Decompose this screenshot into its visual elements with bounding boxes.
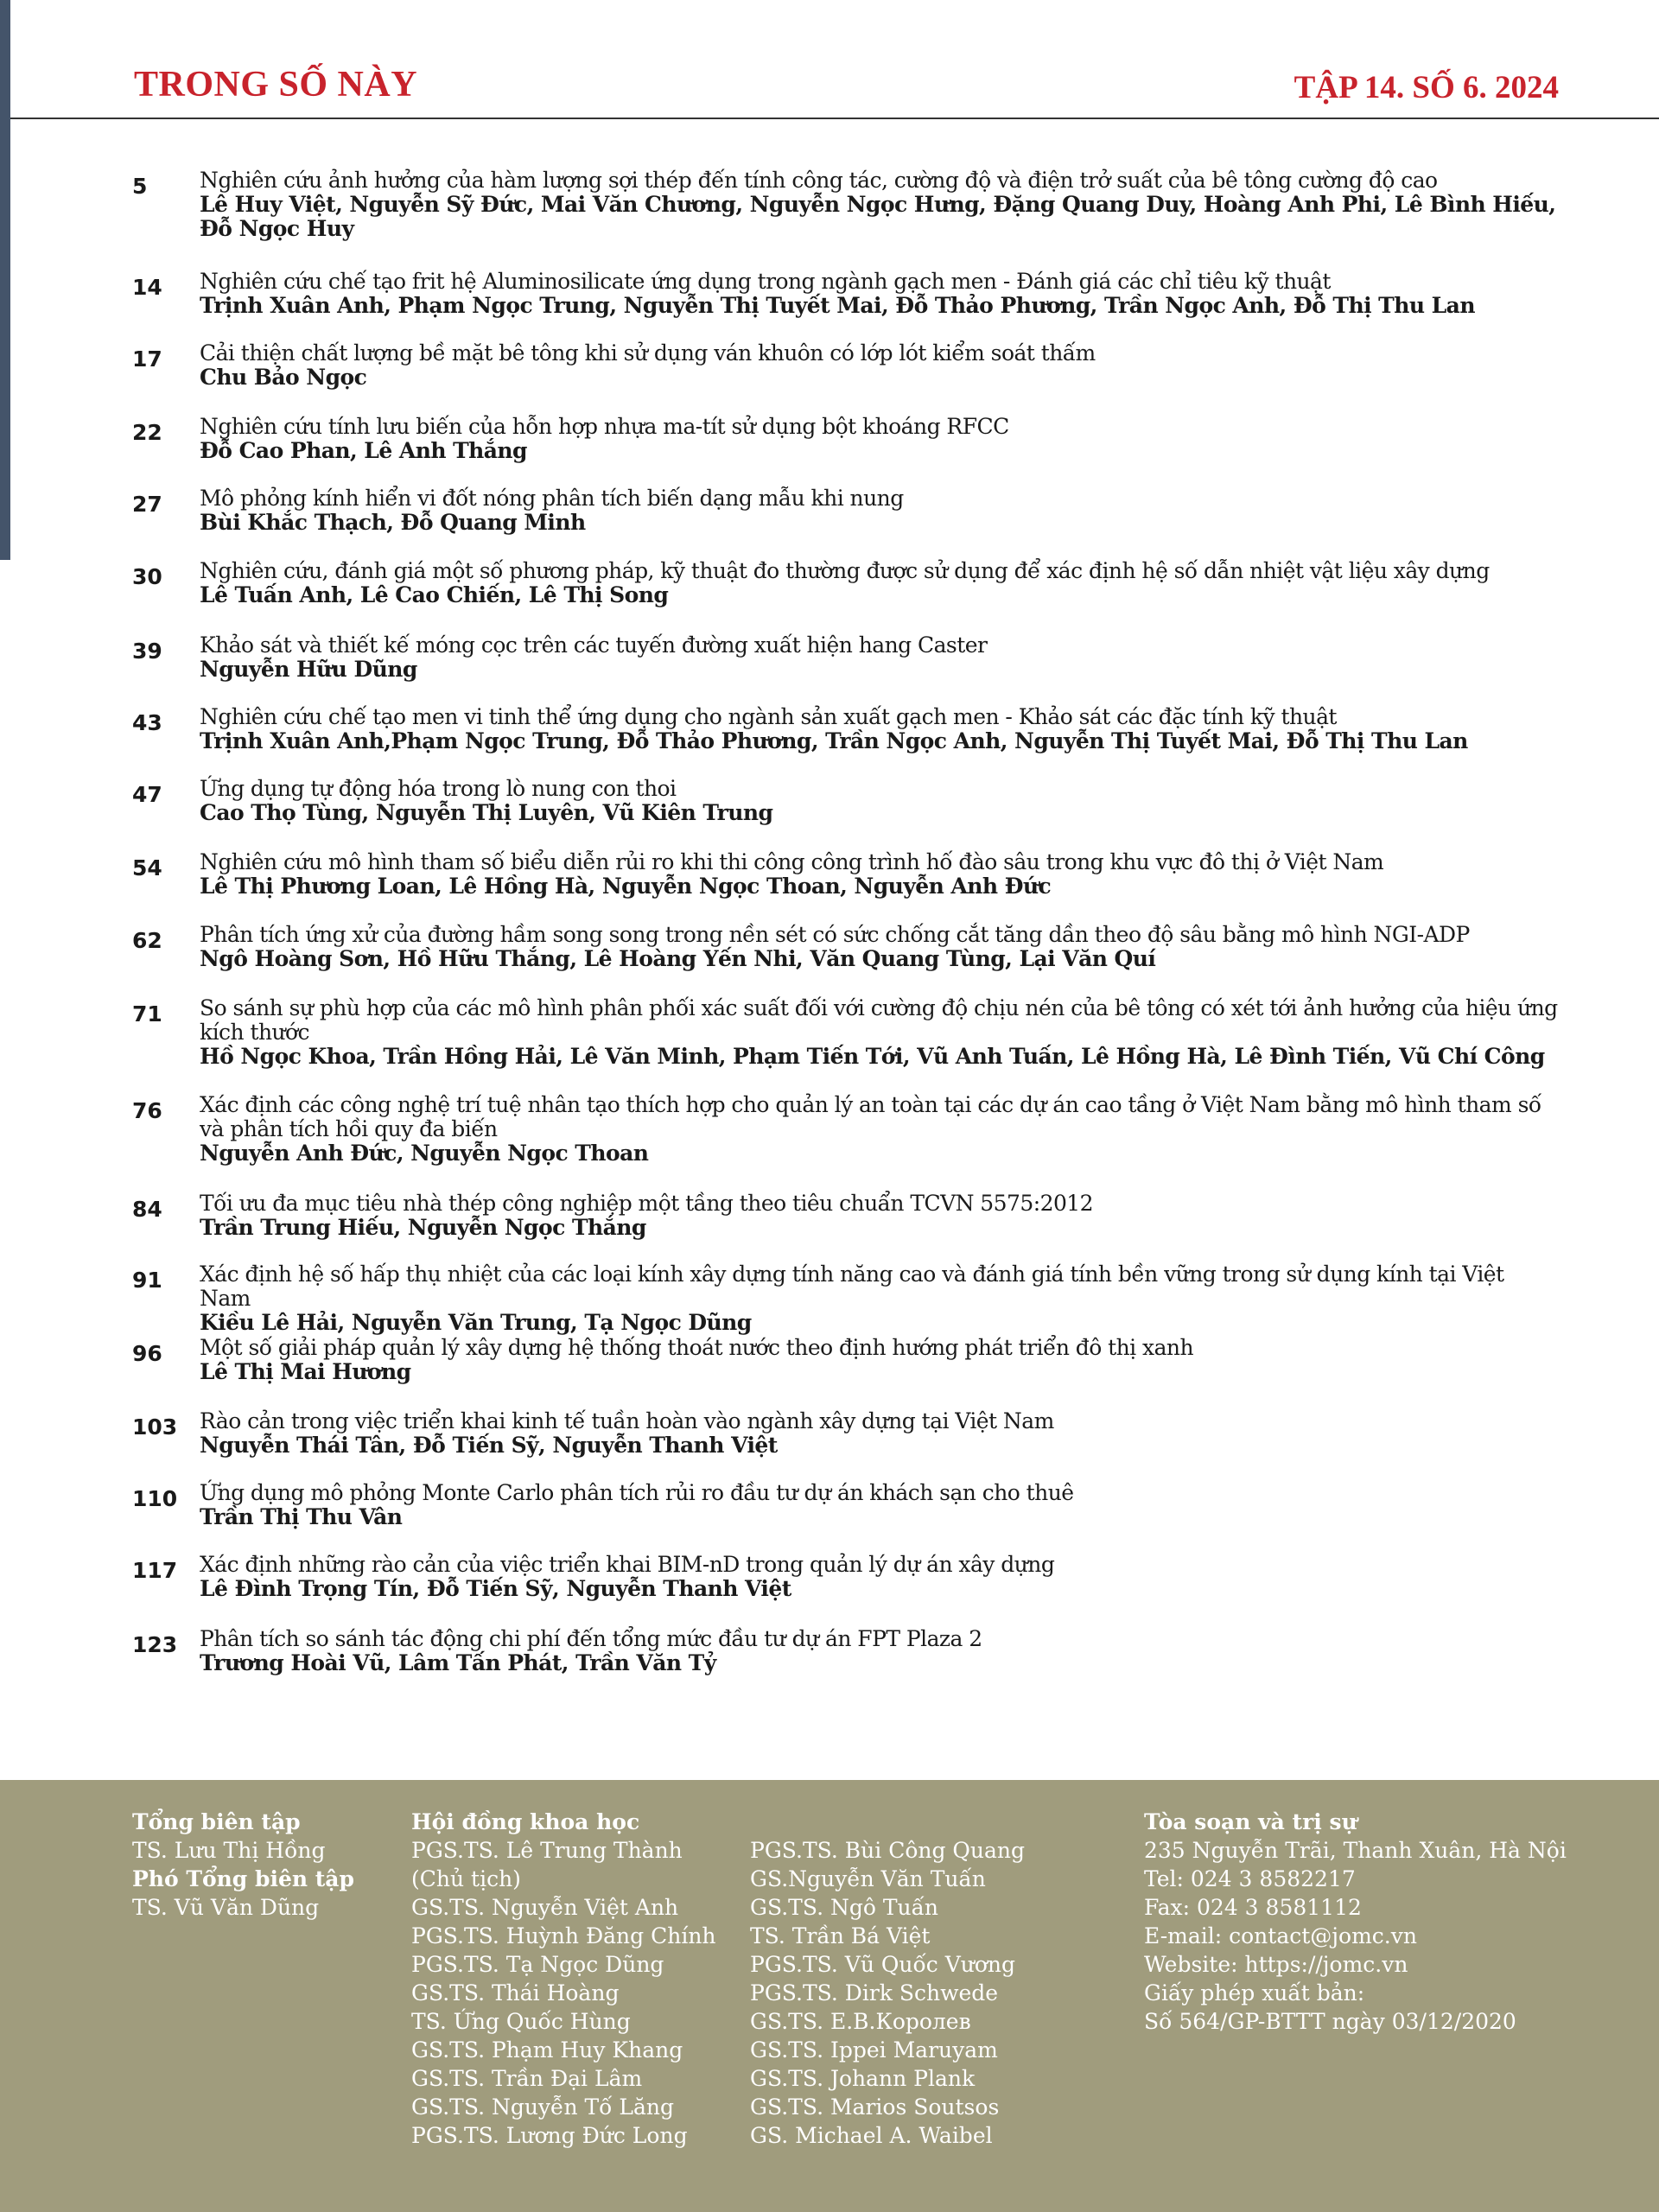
toc-entry-body xyxy=(200,1192,1560,1240)
article-title[interactable]: Xác định những rào cản của việc triển khai BIM-nD trong quản lý dự án xây dựng xyxy=(200,1552,1055,1577)
council-column-2 xyxy=(750,1836,1025,2150)
toc-entry-body xyxy=(200,341,1560,390)
toc-entry-body xyxy=(200,559,1560,607)
council-member: GS.TS. Ngô Tuấn xyxy=(750,1895,939,1920)
council-member: GS.TS. Phạm Huy Khang xyxy=(411,2037,683,2063)
council-member: PGS.TS. Bùi Công Quang xyxy=(750,1838,1026,1863)
toc-page-number: 17 xyxy=(132,346,162,372)
toc-entry-body xyxy=(200,1481,1560,1529)
toc-page-number: 5 xyxy=(132,174,148,199)
council-member: GS.TS. Marios Soutsos xyxy=(750,2094,1000,2120)
office-website[interactable]: Website: https://jomc.vn xyxy=(1144,1952,1408,1977)
toc-page-number: 54 xyxy=(132,855,162,880)
toc-page-number: 22 xyxy=(132,420,162,445)
toc-page-number: 62 xyxy=(132,928,162,953)
article-title[interactable]: Nghiên cứu tính lưu biến của hỗn hợp nhựa ma-tít sử dụng bột khoáng RFCC xyxy=(200,414,1009,439)
article-authors: Hồ Ngọc Khoa, Trần Hồng Hải, Lê Văn Minh, Phạm Tiến Tới, Vũ Anh Tuấn, Lê Hồng Hà, Lê Đình Tiến, Vũ Chí Công xyxy=(200,1044,1545,1069)
council-member: PGS.TS. Huỳnh Đăng Chính xyxy=(411,1923,716,1948)
article-title[interactable]: Khảo sát và thiết kế móng cọc trên các tuyến đường xuất hiện hang Caster xyxy=(200,632,988,658)
article-authors: Cao Thọ Tùng, Nguyễn Thị Luyên, Vũ Kiên Trung xyxy=(200,800,773,825)
council-member: PGS.TS. Dirk Schwede xyxy=(750,1980,999,2005)
article-title[interactable]: Rào cản trong việc triển khai kinh tế tuần hoàn vào ngành xây dựng tại Việt Nam xyxy=(200,1408,1054,1433)
council-member: PGS.TS. Lương Đức Long xyxy=(411,2123,688,2148)
toc-page-number: 84 xyxy=(132,1197,162,1222)
toc-entry-body xyxy=(200,1262,1560,1335)
article-authors: Lê Thị Mai Hương xyxy=(200,1359,411,1384)
council-member: (Chủ tịch) xyxy=(411,1866,521,1891)
toc-page-number: 30 xyxy=(132,564,162,589)
article-authors: Đỗ Cao Phan, Lê Anh Thắng xyxy=(200,438,527,463)
office-address: 235 Nguyễn Trãi, Thanh Xuân, Hà Nội xyxy=(1144,1838,1567,1863)
council-member: GS.TS. E.B.Королев xyxy=(750,2009,971,2034)
article-authors: Lê Đình Trọng Tín, Đỗ Tiến Sỹ, Nguyễn Thanh Việt xyxy=(200,1576,791,1601)
council-member: GS.TS. Trần Đại Lâm xyxy=(411,2066,643,2091)
article-authors: Lê Tuấn Anh, Lê Cao Chiến, Lê Thị Song xyxy=(200,582,669,607)
office-column xyxy=(1144,1808,1567,2036)
page-header xyxy=(0,0,1659,121)
license-label: Giấy phép xuất bản: xyxy=(1144,1980,1365,2005)
toc-page-number: 39 xyxy=(132,639,162,664)
article-title[interactable]: Cải thiện chất lượng bề mặt bê tông khi sử dụng ván khuôn có lớp lót kiểm soát thấm xyxy=(200,340,1096,365)
toc-entry-body xyxy=(200,1336,1560,1384)
article-title[interactable]: Xác định các công nghệ trí tuệ nhân tạo thích hợp cho quản lý an toàn tại các dự án cao tầng ở Việt Nam bằng mô hình tham số và phân tích hồi quy đa biến xyxy=(200,1092,1541,1141)
article-title[interactable]: Nghiên cứu chế tạo men vi tinh thể ứng dụng cho ngành sản xuất gạch men - Khảo sát các đặc tính kỹ thuật xyxy=(200,704,1337,729)
toc-entry-body xyxy=(200,415,1560,463)
toc-entry-body xyxy=(200,705,1560,753)
toc-page-number: 14 xyxy=(132,275,162,300)
toc-entry-body xyxy=(200,996,1560,1069)
article-authors: Trương Hoài Vũ, Lâm Tấn Phát, Trần Văn Tỷ xyxy=(200,1650,716,1675)
toc-page-number: 43 xyxy=(132,710,162,735)
toc-page-number: 103 xyxy=(132,1414,178,1440)
article-authors: Lê Huy Việt, Nguyễn Sỹ Đức, Mai Văn Chương, Nguyễn Ngọc Hưng, Đặng Quang Duy, Hoàng Anh Phi, Lê Bình Hiếu, Đỗ Ngọc Huy xyxy=(200,192,1556,241)
masthead-footer xyxy=(0,1780,1659,2212)
toc-page-number: 110 xyxy=(132,1486,178,1511)
article-title[interactable]: Xác định hệ số hấp thụ nhiệt của các loại kính xây dựng tính năng cao và đánh giá tính bền vững trong sử dụng kính tại Việt Nam xyxy=(200,1262,1504,1311)
toc-page-number: 91 xyxy=(132,1268,162,1293)
article-authors: Nguyễn Thái Tân, Đỗ Tiến Sỹ, Nguyễn Thanh Việt xyxy=(200,1433,778,1458)
toc-entry-body xyxy=(200,633,1560,682)
council-member: PGS.TS. Lê Trung Thành xyxy=(411,1838,683,1863)
council-member: TS. Ứng Quốc Hùng xyxy=(411,2009,631,2034)
toc-entry-body xyxy=(200,777,1560,825)
council-heading: Hội đồng khoa học xyxy=(411,1809,640,1834)
toc-page-number: 71 xyxy=(132,1001,162,1027)
article-title[interactable]: Phân tích ứng xử của đường hầm song song trong nền sét có sức chống cắt tăng dần theo độ sâu bằng mô hình NGI-ADP xyxy=(200,922,1470,947)
article-authors: Trịnh Xuân Anh, Phạm Ngọc Trung, Nguyễn Thị Tuyết Mai, Đỗ Thảo Phương, Trần Ngọc Anh, Đỗ Thị Thu Lan xyxy=(200,293,1475,318)
council-member: GS.TS. Nguyễn Việt Anh xyxy=(411,1895,679,1920)
toc-entry-body xyxy=(200,923,1560,971)
editors-column xyxy=(132,1808,354,1922)
issue-label: TẬP 14. SỐ 6. 2024 xyxy=(1294,70,1559,105)
article-title[interactable]: Nghiên cứu, đánh giá một số phương pháp, kỹ thuật đo thường được sử dụng để xác định hệ số dẫn nhiệt vật liệu xây dựng xyxy=(200,558,1490,583)
toc-entry-body xyxy=(200,1553,1560,1601)
article-authors: Kiều Lê Hải, Nguyễn Văn Trung, Tạ Ngọc Dũng xyxy=(200,1310,752,1335)
article-title[interactable]: Một số giải pháp quản lý xây dựng hệ thống thoát nước theo định hướng phát triển đô thị xanh xyxy=(200,1335,1194,1360)
council-member: GS.Nguyễn Văn Tuấn xyxy=(750,1866,986,1891)
toc-entry-body xyxy=(200,850,1560,899)
toc-entry-body xyxy=(200,1627,1560,1675)
deputy-heading: Phó Tổng biên tập xyxy=(132,1866,354,1891)
article-authors: Chu Bảo Ngọc xyxy=(200,365,367,390)
council-column-1 xyxy=(411,1808,716,2150)
article-authors: Trần Trung Hiếu, Nguyễn Ngọc Thắng xyxy=(200,1215,646,1240)
council-member: GS. Michael A. Waibel xyxy=(750,2123,993,2148)
article-authors: Ngô Hoàng Sơn, Hồ Hữu Thắng, Lê Hoàng Yến Nhi, Văn Quang Tùng, Lại Văn Quí xyxy=(200,946,1156,971)
toc-page-number: 96 xyxy=(132,1341,162,1366)
license-number: Số 564/GP-BTTT ngày 03/12/2020 xyxy=(1144,2009,1516,2034)
council-member: TS. Trần Bá Việt xyxy=(750,1923,931,1948)
article-title[interactable]: Ứng dụng tự động hóa trong lò nung con thoi xyxy=(200,776,677,801)
toc-page-number: 117 xyxy=(132,1558,178,1583)
article-title[interactable]: So sánh sự phù hợp của các mô hình phân phối xác suất đối với cường độ chịu nén của bê tông có xét tới ảnh hưởng của hiệu ứng kích thước xyxy=(200,995,1558,1045)
toc-page-number: 47 xyxy=(132,782,162,807)
header-divider xyxy=(10,118,1659,119)
toc-page-number: 27 xyxy=(132,492,162,517)
section-title: TRONG SỐ NÀY xyxy=(134,65,418,105)
article-authors: Trịnh Xuân Anh,Phạm Ngọc Trung, Đỗ Thảo Phương, Trần Ngọc Anh, Nguyễn Thị Tuyết Mai, Đỗ Thị Thu Lan xyxy=(200,728,1468,753)
article-title[interactable]: Phân tích so sánh tác động chi phí đến tổng mức đầu tư dự án FPT Plaza 2 xyxy=(200,1626,982,1651)
council-member: GS.TS. Johann Plank xyxy=(750,2066,976,2091)
office-email[interactable]: E-mail: contact@jomc.vn xyxy=(1144,1923,1417,1948)
council-member: GS.TS. Ippei Maruyam xyxy=(750,2037,998,2063)
office-heading: Tòa soạn và trị sự xyxy=(1144,1809,1357,1834)
article-authors: Lê Thị Phương Loan, Lê Hồng Hà, Nguyễn Ngọc Thoan, Nguyễn Anh Đức xyxy=(200,874,1052,899)
toc-entry-body xyxy=(200,1093,1560,1166)
council-member: PGS.TS. Vũ Quốc Vương xyxy=(750,1952,1016,1977)
council-member: GS.TS. Nguyễn Tố Lăng xyxy=(411,2094,675,2120)
article-authors: Nguyễn Anh Đức, Nguyễn Ngọc Thoan xyxy=(200,1141,649,1166)
article-title[interactable]: Nghiên cứu mô hình tham số biểu diễn rủi ro khi thi công công trình hố đào sâu trong khu vực đô thị ở Việt Nam xyxy=(200,849,1384,874)
deputy-name: TS. Vũ Văn Dũng xyxy=(132,1895,320,1920)
council-member: GS.TS. Thái Hoàng xyxy=(411,1980,620,2005)
article-title[interactable]: Nghiên cứu chế tạo frit hệ Aluminosilicate ứng dụng trong ngành gạch men - Đánh giá các chỉ tiêu kỹ thuật xyxy=(200,269,1331,294)
toc-entry-body xyxy=(200,168,1560,241)
toc-entry-body xyxy=(200,1409,1560,1458)
toc-page-number: 123 xyxy=(132,1632,178,1657)
article-title[interactable]: Ứng dụng mô phỏng Monte Carlo phân tích rủi ro đầu tư dự án khách sạn cho thuê xyxy=(200,1480,1074,1505)
office-fax: Fax: 024 3 8581112 xyxy=(1144,1895,1362,1920)
article-title[interactable]: Mô phỏng kính hiển vi đốt nóng phân tích biến dạng mẫu khi nung xyxy=(200,486,904,511)
article-title[interactable]: Tối ưu đa mục tiêu nhà thép công nghiệp một tầng theo tiêu chuẩn TCVN 5575:2012 xyxy=(200,1191,1094,1216)
council-member: PGS.TS. Tạ Ngọc Dũng xyxy=(411,1952,664,1977)
toc-entry-body xyxy=(200,270,1560,318)
editor-heading: Tổng biên tập xyxy=(132,1809,301,1834)
article-title[interactable]: Nghiên cứu ảnh hưởng của hàm lượng sợi thép đến tính công tác, cường độ và điện trở suất của bê tông cường độ cao xyxy=(200,168,1438,193)
toc-entry-body xyxy=(200,486,1560,535)
office-tel: Tel: 024 3 8582217 xyxy=(1144,1866,1356,1891)
article-authors: Nguyễn Hữu Dũng xyxy=(200,657,417,682)
toc-page-number: 76 xyxy=(132,1098,162,1123)
editor-name: TS. Lưu Thị Hồng xyxy=(132,1838,326,1863)
article-authors: Trần Thị Thu Vân xyxy=(200,1504,403,1529)
article-authors: Bùi Khắc Thạch, Đỗ Quang Minh xyxy=(200,510,586,535)
